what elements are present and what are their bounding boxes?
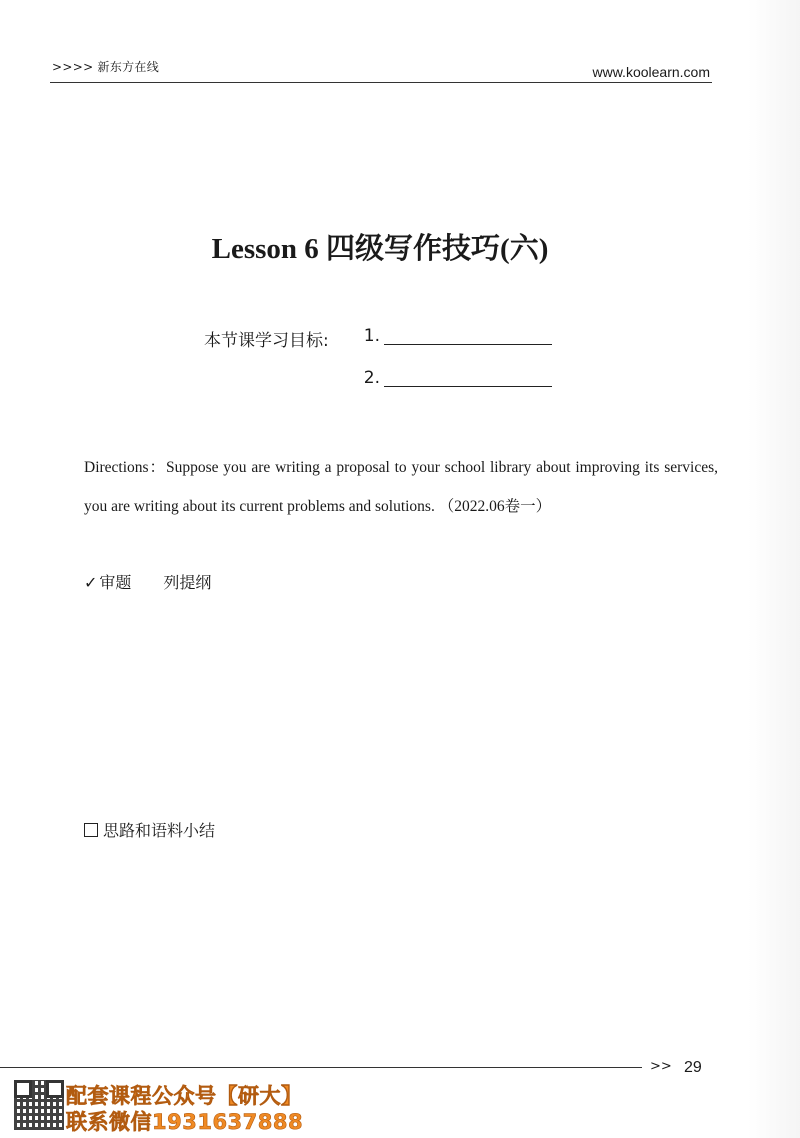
goals-label: 本节课学习目标: [204,331,329,351]
footer-arrow: >> [650,1059,672,1074]
section-summary [84,818,215,841]
header-url: www.koolearn.com [592,64,710,80]
footer-divider [0,1067,642,1068]
qr-code-icon [14,1080,64,1130]
header-brand: >>>> 新东方在线 [52,60,160,74]
page-edge-shadow [748,0,800,1138]
checkbox-square-icon [84,823,98,837]
directions-paragraph: Directions：Suppose you are writing a proposal to your school library about improving its services, you are writing about its current problems and solutions. （2022.06卷一） [84,459,718,515]
watermark-line-2: 联系微信1931637888 [66,1110,304,1134]
page-number: 29 [684,1059,702,1076]
goal-number-2: 2. [363,368,380,388]
section-review [84,570,211,593]
watermark-line-1: 配套课程公众号【研大】 [66,1084,303,1108]
goal-blank-2 [384,386,552,387]
check-icon: ✓ [84,573,98,592]
section-review-label: 审题 [99,573,132,592]
goal-number-1: 1. [363,326,380,346]
goal-blank-1 [384,344,552,345]
section-outline-label: 列提纲 [163,573,212,592]
section-summary-label: 思路和语料小结 [103,821,216,840]
lesson-title: Lesson 6 四级写作技巧(六) [211,233,549,265]
header-divider [50,82,712,83]
